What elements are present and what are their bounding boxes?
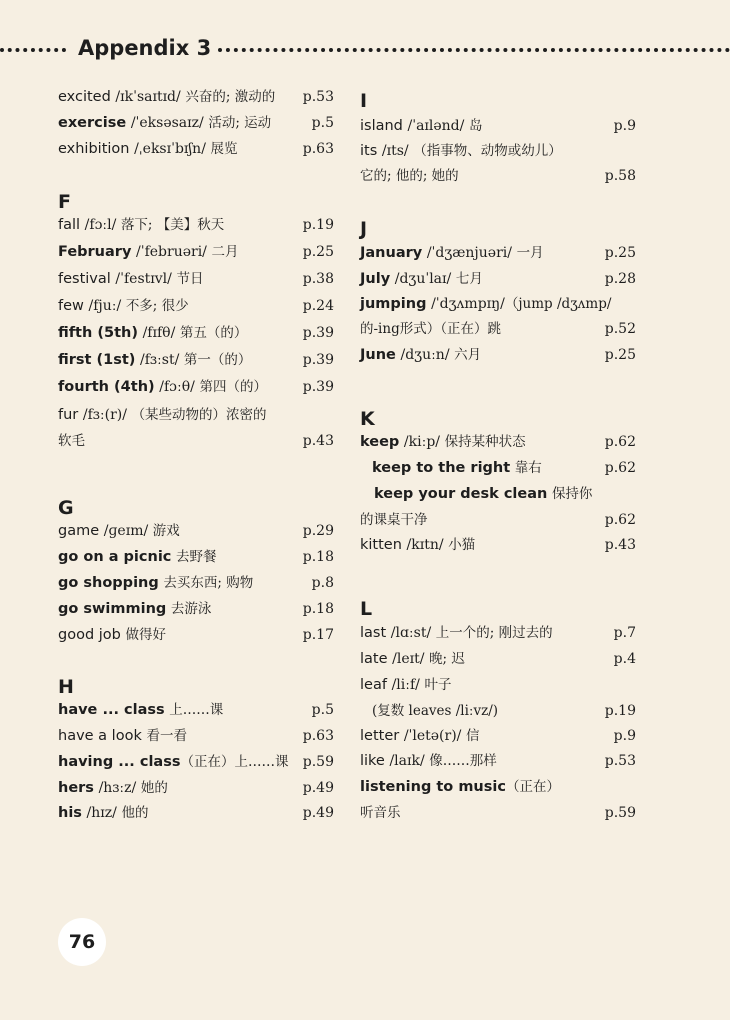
glossary-entry-june: June /dʒuːn/ 六月 p.25 [360, 347, 636, 363]
glossary-entry-late: late /leɪt/ 晚; 迟 p.4 [360, 651, 636, 667]
appendix-title: Appendix 3 [78, 36, 212, 60]
glossary-entry-july: July /dʒuˈlaɪ/ 七月 p.28 [360, 271, 636, 287]
glossary-entry-continuation: 的-ing形式）（正在）跳 p.52 [360, 321, 636, 337]
glossary-entry-keep: keep /kiːp/ 保持某种状态 p.62 [360, 434, 636, 450]
section-letter-j: J [360, 218, 368, 240]
glossary-entry-have-a-look: have a look 看一看 p.63 [58, 728, 334, 744]
glossary-entry-fall: fall /fɔːl/ 落下; 【美】秋天 p.19 [58, 217, 334, 233]
glossary-entry-his: his /hɪz/ 他的 p.49 [58, 805, 334, 821]
glossary-entry-fur: fur /fɜː(r)/ （某些动物的）浓密的 [58, 407, 267, 423]
dotted-rule-left [0, 48, 66, 52]
glossary-entry-go-shopping: go shopping 去买东西; 购物 p.8 [58, 575, 334, 591]
page-number: 76 [58, 918, 106, 966]
glossary-entry-go-on-a-picnic: go on a picnic 去野餐 p.18 [58, 549, 334, 565]
glossary-entry-last: last /lɑːst/ 上一个的; 刚过去的 p.7 [360, 625, 636, 641]
glossary-entry-continuation: 听音乐 p.59 [360, 805, 636, 821]
glossary-entry-excited: excited /ɪkˈsaɪtɪd/ 兴奋的; 激动的 p.53 [58, 89, 334, 105]
glossary-entry-january: January /ˈdʒænjuəri/ 一月 p.25 [360, 245, 636, 261]
glossary-entry-festival: festival /ˈfestɪvl/ 节日 p.38 [58, 271, 334, 287]
glossary-entry-game: game /ɡeɪm/ 游戏 p.29 [58, 523, 334, 539]
glossary-entry-kitten: kitten /kɪtn/ 小猫 p.43 [360, 537, 636, 553]
glossary-entry-continuation: 的课桌干净 p.62 [360, 512, 636, 528]
glossary-entry-like: like /laɪk/ 像……那样 p.53 [360, 753, 636, 769]
glossary-entry-listening-to-music: listening to music（正在） [360, 779, 560, 795]
glossary-entry-go-swimming: go swimming 去游泳 p.18 [58, 601, 334, 617]
section-letter-g: G [58, 497, 74, 519]
glossary-entry-few: few /fjuː/ 不多; 很少 p.24 [58, 298, 334, 314]
glossary-entry-exercise: exercise /ˈeksəsaɪz/ 活动; 运动 p.5 [58, 115, 334, 131]
glossary-entry-fifth: fifth (5th) /fɪfθ/ 第五（的） p.39 [58, 325, 334, 341]
glossary-entry-continuation: 软毛 p.43 [58, 433, 334, 449]
glossary-entry-keep-your-desk-clean: keep your desk clean 保持你 [374, 486, 593, 502]
glossary-entry-good-job: good job 做得好 p.17 [58, 627, 334, 643]
section-letter-k: K [360, 408, 375, 430]
section-letter-i: I [360, 90, 368, 112]
glossary-entry-its: its /ɪts/ （指事物、动物或幼儿） [360, 143, 562, 159]
glossary-entry-first: first (1st) /fɜːst/ 第一（的） p.39 [58, 352, 334, 368]
glossary-entry-leaf: leaf /liːf/ 叶子 [360, 677, 452, 693]
glossary-entry-continuation: 它的; 他的; 她的 p.58 [360, 168, 636, 184]
glossary-entry-exhibition: exhibition /ˌeksɪˈbɪʃn/ 展览 p.63 [58, 141, 334, 157]
section-letter-l: L [360, 598, 373, 620]
glossary-entry-continuation: (复数 leaves /liːvz/) p.19 [372, 703, 636, 719]
glossary-entry-jumping: jumping /ˈdʒʌmpɪŋ/（jump /dʒʌmp/ [360, 296, 612, 312]
glossary-entry-keep-to-the-right: keep to the right 靠右 p.62 [372, 460, 636, 476]
glossary-entry-february: February /ˈfebruəri/ 二月 p.25 [58, 244, 334, 260]
dotted-rule-right [218, 48, 730, 52]
section-letter-f: F [58, 191, 71, 213]
glossary-entry-island: island /ˈaɪlənd/ 岛 p.9 [360, 118, 636, 134]
appendix-header [0, 34, 730, 64]
section-letter-h: H [58, 676, 74, 698]
glossary-entry-hers: hers /hɜːz/ 她的 p.49 [58, 780, 334, 796]
glossary-entry-have-class: have ... class 上……课 p.5 [58, 702, 334, 718]
glossary-entry-letter: letter /ˈletə(r)/ 信 p.9 [360, 728, 636, 744]
glossary-entry-having-class: having ... class（正在）上……课 p.59 [58, 754, 334, 770]
glossary-entry-fourth: fourth (4th) /fɔːθ/ 第四（的） p.39 [58, 379, 334, 395]
